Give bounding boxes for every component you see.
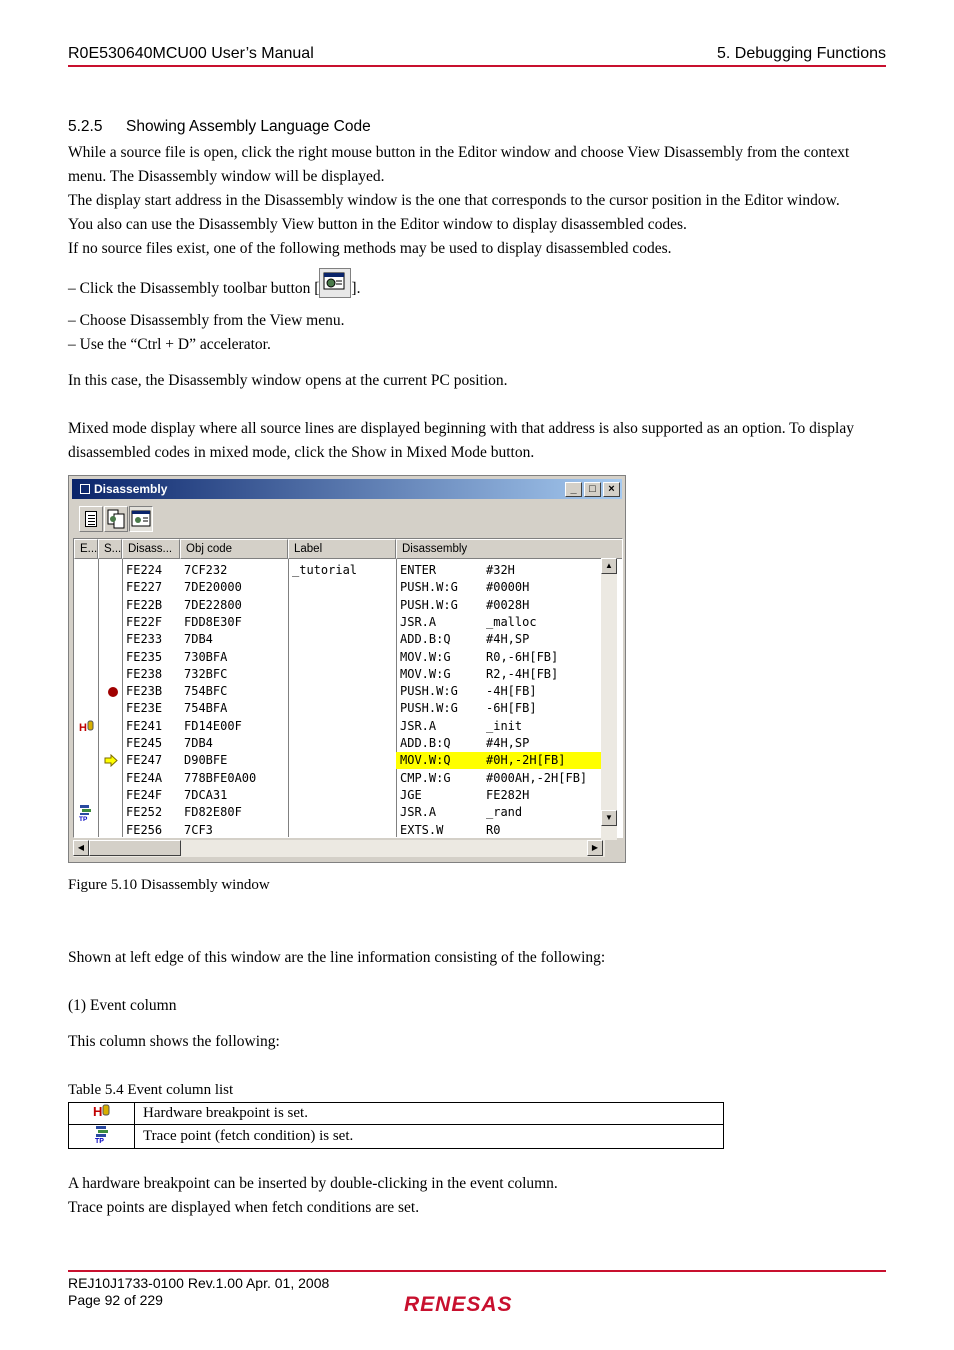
scroll-left-button[interactable]: ◀ <box>73 840 89 856</box>
row-objcode: FDD8E30F <box>184 614 242 629</box>
svg-text:H: H <box>79 721 87 734</box>
disassembly-window <box>68 475 626 863</box>
section-number: 5.2.5 <box>68 118 103 135</box>
col-header-objcode[interactable]: Obj code <box>180 539 288 559</box>
disassembly-row[interactable] <box>74 752 606 769</box>
disassembly-row[interactable] <box>74 666 606 683</box>
row-operands: _malloc <box>486 614 537 629</box>
source-view-button[interactable] <box>79 506 103 532</box>
row-operands: #000AH,-2H[FB] <box>486 770 588 785</box>
figure-caption: Figure 5.10 Disassembly window <box>68 877 270 893</box>
row-objcode: 7CF232 <box>184 563 228 577</box>
software-breakpoint-icon <box>108 687 118 697</box>
row-address: FE238 <box>126 666 163 681</box>
paragraph-6: Mixed mode display where all source lines are displayed beginning with that address is also supported as an option. To display disassembled codes in mixed mode, click the Show in Mixed Mode button. <box>68 420 854 461</box>
paragraph-5: In this case, the Disassembly window opens at the current PC position. <box>68 372 508 389</box>
row-operands: R0,-6H[FB] <box>486 649 559 664</box>
bullet-toolbar-button <box>68 268 888 307</box>
disassembly-row[interactable] <box>74 597 606 614</box>
col-header-address[interactable]: Disass... <box>122 539 180 559</box>
close-button[interactable]: × <box>603 482 620 497</box>
disassembly-row[interactable] <box>74 787 606 804</box>
row-mnemonic: PUSH.W:G <box>400 597 458 612</box>
scroll-right-button[interactable]: ▶ <box>587 840 603 856</box>
paragraph-2: The display start address in the Disassembly window is the one that corresponds to the cursor position in the Editor window. <box>68 192 840 209</box>
svg-text:TP: TP <box>79 816 88 822</box>
row-mnemonic: ADD.B:Q <box>400 736 451 750</box>
row-objcode: 778BFE0A00 <box>184 770 257 785</box>
disassembly-row[interactable] <box>74 804 606 821</box>
row-address: FE235 <box>126 649 163 664</box>
svg-text:TP: TP <box>94 1138 104 1143</box>
disassembly-row[interactable] <box>74 631 606 648</box>
trace-point-icon <box>93 1125 111 1143</box>
row-address: FE233 <box>126 632 163 647</box>
event-column-table <box>68 1102 724 1149</box>
row-objcode: D90BFE <box>184 753 228 768</box>
disassembly-toolbar-icon <box>319 268 351 298</box>
paragraph-9: This column shows the following: <box>68 1033 280 1050</box>
row-mnemonic: JSR.A <box>400 614 437 629</box>
footer-doc-info: REJ10J1733-0100 Rev.1.00 Apr. 01, 2008 <box>68 1275 330 1291</box>
table-row <box>69 1125 724 1149</box>
col-header-event[interactable]: E... <box>74 539 98 559</box>
mixed-mode-button[interactable] <box>104 506 128 532</box>
disassembly-row[interactable] <box>74 718 606 735</box>
col-header-label[interactable]: Label <box>288 539 396 559</box>
row-objcode: 7CF3 <box>184 822 213 837</box>
paragraph-11: Trace points are displayed when fetch conditions are set. <box>68 1199 420 1216</box>
disassembly-row[interactable] <box>74 614 606 631</box>
row-mnemonic: JGE <box>400 787 422 802</box>
disassembly-view-button[interactable] <box>129 506 153 532</box>
row-operands: FE282H <box>486 787 530 802</box>
row-mnemonic: ENTER <box>400 563 437 577</box>
table-icon-cell <box>69 1125 135 1149</box>
disassembly-row[interactable] <box>74 683 606 700</box>
row-operands: #4H,SP <box>486 632 530 647</box>
mixed-mode-icon <box>105 507 127 531</box>
row-address: FE23B <box>126 684 163 699</box>
col-header-status[interactable]: S... <box>98 539 122 559</box>
disassembly-row[interactable] <box>74 735 606 752</box>
row-objcode: 7DB4 <box>184 632 213 647</box>
row-objcode: 754BFA <box>184 701 228 716</box>
paragraph-1: While a source file is open, click the right mouse button in the Editor window and choose View Disassembly from the context menu. The Disassembly window will be displayed. <box>68 144 850 185</box>
row-address: FE224 <box>126 563 163 577</box>
section-title <box>68 118 371 136</box>
header-manual-title: R0E530640MCU00 User’s Manual <box>68 45 314 62</box>
paragraph-4: If no source files exist, one of the following methods may be used to display disassembled codes. <box>68 240 672 257</box>
row-operands: #0H,-2H[FB] <box>486 753 566 768</box>
footer-page-number: Page 92 of 229 <box>68 1292 163 1308</box>
row-mnemonic: PUSH.W:G <box>400 684 458 699</box>
table-caption: Table 5.4 Event column list <box>68 1082 234 1098</box>
row-address: FE23E <box>126 701 163 716</box>
svg-text:H: H <box>92 1104 102 1119</box>
minimize-button[interactable]: _ <box>565 482 582 497</box>
row-operands: #0000H <box>486 580 530 595</box>
bullet-accelerator: – Use the “Ctrl + D” accelerator. <box>68 336 271 353</box>
document-icon <box>85 511 97 527</box>
section-title-text: Showing Assembly Language Code <box>126 118 371 135</box>
row-operands: R0 <box>486 822 501 837</box>
row-mnemonic: PUSH.W:G <box>400 580 458 595</box>
header-chapter: 5. Debugging Functions <box>717 45 886 62</box>
disassembly-icon <box>130 507 152 531</box>
row-operands: #32H <box>486 563 515 577</box>
row-operands: _rand <box>486 805 523 820</box>
paragraph-10: A hardware breakpoint can be inserted by double-clicking in the event column. <box>68 1175 558 1192</box>
renesas-logo: RENESAS <box>404 1293 513 1316</box>
row-mnemonic: MOV.W:Q <box>400 753 451 768</box>
footer-rule <box>68 1270 886 1272</box>
row-objcode: 7DE22800 <box>184 597 242 612</box>
paragraph-3: You also can use the Disassembly View button in the Editor window to display disassembled codes. <box>68 216 687 233</box>
row-objcode: FD82E80F <box>184 805 242 820</box>
row-mnemonic: ADD.B:Q <box>400 632 451 647</box>
row-mnemonic: MOV.W:G <box>400 666 451 681</box>
row-operands: #0028H <box>486 597 530 612</box>
row-objcode: 730BFA <box>184 649 228 664</box>
vertical-scrollbar[interactable] <box>601 558 617 840</box>
bullet-1-text: – Click the Disassembly toolbar button [ <box>68 280 320 297</box>
disassembly-row[interactable] <box>74 822 606 839</box>
row-objcode: FD14E00F <box>184 718 242 733</box>
row-mnemonic: JSR.A <box>400 718 437 733</box>
disassembly-row[interactable] <box>74 770 606 787</box>
paragraph-7: Shown at left edge of this window are the line information consisting of the following: <box>68 949 606 966</box>
row-operands: R2,-4H[FB] <box>486 666 559 681</box>
maximize-button[interactable]: □ <box>584 482 601 497</box>
bullet-1-end: ]. <box>351 280 361 297</box>
row-objcode: 7DE20000 <box>184 580 242 595</box>
table-row <box>69 1103 724 1125</box>
scroll-up-button[interactable]: ▲ <box>601 558 617 574</box>
window-titlebar <box>72 479 622 499</box>
row-operands: -6H[FB] <box>486 701 537 716</box>
row-address: FE241 <box>126 718 163 733</box>
row-mnemonic: MOV.W:G <box>400 649 451 664</box>
row-address: FE24F <box>126 787 163 802</box>
table-text-cell: Trace point (fetch condition) is set. <box>135 1125 724 1149</box>
row-operands: _init <box>486 718 523 733</box>
row-mnemonic: EXTS.W <box>400 822 444 837</box>
row-address: FE22F <box>126 614 163 629</box>
disassembly-row[interactable] <box>74 562 606 579</box>
hardware-breakpoint-icon <box>93 1103 111 1119</box>
row-address: FE24A <box>126 770 163 785</box>
scroll-down-button[interactable]: ▼ <box>601 810 617 826</box>
row-objcode: 7DB4 <box>184 736 213 750</box>
scroll-thumb[interactable] <box>89 840 181 856</box>
header-rule <box>68 65 886 67</box>
row-address: FE256 <box>126 822 163 837</box>
horizontal-scrollbar[interactable] <box>73 840 605 857</box>
row-mnemonic: JSR.A <box>400 805 437 820</box>
event-column-heading: (1) Event column <box>68 997 177 1014</box>
row-objcode: 754BFC <box>184 684 228 699</box>
row-operands: -4H[FB] <box>486 684 537 699</box>
row-label: _tutorial <box>292 563 358 577</box>
disassembly-row[interactable] <box>74 649 606 666</box>
row-mnemonic: CMP.W:G <box>400 770 451 785</box>
row-operands: #4H,SP <box>486 736 530 750</box>
row-address: FE22B <box>126 597 163 612</box>
row-objcode: 732BFC <box>184 666 228 681</box>
row-address: FE227 <box>126 580 163 595</box>
row-address: FE245 <box>126 736 163 750</box>
window-title: Disassembly <box>94 482 168 496</box>
row-address: FE252 <box>126 805 163 820</box>
disassembly-row[interactable] <box>74 700 606 717</box>
table-icon-cell <box>69 1103 135 1125</box>
col-header-disassembly[interactable]: Disassembly <box>396 539 623 559</box>
window-icon <box>80 484 90 494</box>
bullet-view-menu: – Choose Disassembly from the View menu. <box>68 312 345 329</box>
row-objcode: 7DCA31 <box>184 787 228 802</box>
row-mnemonic: PUSH.W:G <box>400 701 458 716</box>
row-address: FE247 <box>126 753 163 768</box>
disassembly-grid <box>73 538 623 838</box>
disassembly-row[interactable] <box>74 579 606 596</box>
table-text-cell: Hardware breakpoint is set. <box>135 1103 724 1125</box>
